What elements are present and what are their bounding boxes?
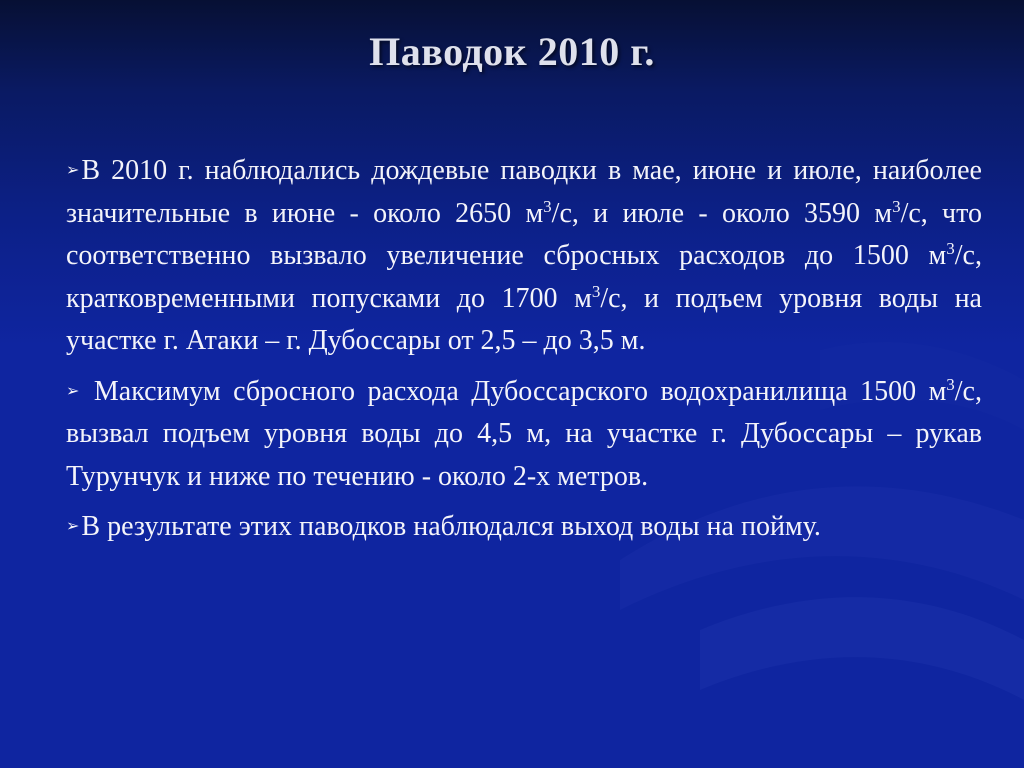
paragraph-2: [66, 371, 982, 499]
superscript: 3: [543, 196, 552, 216]
paragraph-3: [66, 506, 982, 549]
arrow-bullet-icon: ➢: [66, 162, 80, 179]
text-run: /с, и подъем уровня воды на участке г. Атаки – г. Дубоссары от 2,5 – до 3,5 м.: [66, 282, 982, 356]
superscript: 3: [946, 239, 955, 258]
text-run: Максимум сбросного расхода Дубоссарского водохранилища 1500 м: [81, 375, 947, 407]
slide-title: Паводок 2010 г.: [369, 29, 655, 74]
text-run: В 2010 г. наблюдались дождевые паводки в мае, июне и июле, наиболее значительные в июне - около 2650 м: [66, 155, 982, 229]
paragraph-1: [66, 150, 982, 363]
text-run: /с, вызвал подъем уровня воды до 4,5 м, на участке г. Дубоссары – рукав Турунчук и ниже по течению - около 2-х метров.: [66, 375, 982, 492]
text-run: /с, и июле - около 3590 м: [551, 197, 893, 229]
arrow-bullet-icon: ➢: [66, 382, 80, 400]
text-run: В результате этих паводков наблюдался выход воды на пойму.: [81, 511, 821, 542]
superscript: 3: [946, 374, 955, 394]
text-run: /с, что соответственно вызвало увеличение сбросных расходов до 1500 м: [66, 197, 983, 271]
arrow-bullet-icon: ➢: [66, 518, 80, 535]
superscript: 3: [892, 196, 901, 216]
text-run: /с, кратковременными попусками до 1700 м: [66, 240, 982, 314]
slide-body: [66, 150, 982, 557]
superscript: 3: [591, 281, 601, 301]
